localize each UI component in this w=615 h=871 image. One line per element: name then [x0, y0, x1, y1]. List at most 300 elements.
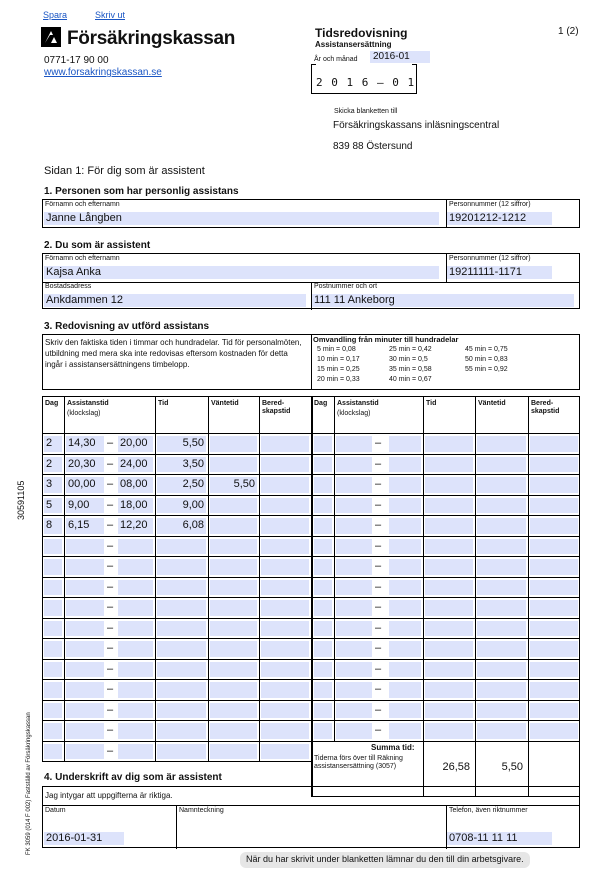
table-row-line	[42, 454, 580, 455]
right-to-input[interactable]	[389, 559, 421, 575]
right-beredskapstid-input[interactable]	[530, 723, 578, 739]
left-from-input[interactable]	[66, 580, 104, 596]
table-row-line	[42, 597, 580, 598]
right-vantetid-input[interactable]	[477, 662, 526, 678]
left-vantetid-input[interactable]	[210, 436, 257, 452]
right-vantetid-input[interactable]	[477, 703, 526, 719]
left-beredskapstid-input[interactable]	[261, 703, 309, 719]
table-row-line	[42, 659, 580, 660]
table-row-line	[311, 741, 580, 742]
left-from-input[interactable]: 00,00	[66, 477, 104, 493]
left-vantetid-input[interactable]	[210, 580, 257, 596]
left-beredskapstid-input[interactable]	[261, 580, 309, 596]
right-from-input[interactable]	[336, 682, 372, 698]
left-beredskapstid-input[interactable]	[261, 662, 309, 678]
conversion-entry: 35 min = 0,58	[389, 366, 432, 373]
left-from-input[interactable]: 6,15	[66, 518, 104, 534]
left-beredskapstid-input[interactable]	[261, 498, 309, 514]
left-dag-input[interactable]	[44, 559, 62, 575]
right-beredskapstid-input[interactable]	[530, 703, 578, 719]
time-dash: –	[107, 457, 114, 470]
s2-address-label: Bostadsadress	[45, 283, 92, 290]
right-col-vantetid: Väntetid	[478, 400, 506, 407]
right-from-input[interactable]	[336, 621, 372, 637]
s2-name-label: Förnamn och efternamn	[45, 255, 120, 262]
right-dag-input[interactable]	[314, 723, 332, 739]
left-beredskapstid-input[interactable]	[261, 723, 309, 739]
time-dash: –	[107, 601, 114, 613]
left-beredskapstid-input[interactable]	[261, 682, 309, 698]
left-dag-input[interactable]	[44, 621, 62, 637]
brand-logo-icon	[41, 27, 61, 47]
left-dag-input[interactable]: 2	[44, 436, 62, 452]
table-row-line	[42, 618, 580, 619]
left-to-input[interactable]: 24,00	[118, 457, 153, 473]
table-row-line	[42, 761, 311, 762]
right-to-input[interactable]	[389, 518, 421, 534]
right-vantetid-input[interactable]	[477, 621, 526, 637]
left-to-input[interactable]	[118, 641, 153, 657]
table-row-line	[42, 495, 580, 496]
left-to-input[interactable]	[118, 662, 153, 678]
time-dash: –	[107, 519, 114, 531]
conversion-entry: 10 min = 0,17	[317, 356, 360, 363]
left-vantetid-input[interactable]	[210, 703, 257, 719]
section2-title: 2. Du som är assistent	[44, 240, 151, 251]
left-vantetid-input[interactable]	[210, 539, 257, 555]
right-from-input[interactable]	[336, 477, 372, 493]
right-tid-input[interactable]	[425, 621, 473, 637]
section3-title: 3. Redovisning av utförd assistans	[44, 321, 210, 332]
conversion-entry: 50 min = 0,83	[465, 356, 508, 363]
s2-postal-label: Postnummer och ort	[314, 283, 378, 290]
conversion-entry: 20 min = 0,33	[317, 376, 360, 383]
side-code: 30591105	[16, 480, 26, 520]
right-tid-input[interactable]	[425, 662, 473, 678]
s4-statement: Jag intygar att uppgifterna är riktiga.	[45, 791, 173, 800]
right-beredskapstid-input[interactable]	[530, 641, 578, 657]
left-from-input[interactable]	[66, 539, 104, 555]
left-dag-input[interactable]	[44, 662, 62, 678]
summary-tid-value[interactable]: 26,58	[426, 761, 472, 774]
left-tid-input[interactable]	[157, 744, 206, 760]
left-beredskapstid-input[interactable]	[261, 641, 309, 657]
left-dag-input[interactable]	[44, 600, 62, 616]
left-to-input[interactable]: 12,20	[118, 518, 153, 534]
table-column-line	[423, 396, 424, 761]
s4-date-input[interactable]: 2016-01-31	[44, 832, 124, 845]
right-vantetid-input[interactable]	[477, 436, 526, 452]
left-dag-input[interactable]: 8	[44, 518, 62, 534]
right-vantetid-input[interactable]	[477, 600, 526, 616]
right-dag-input[interactable]	[314, 477, 332, 493]
right-beredskapstid-input[interactable]	[530, 580, 578, 596]
right-to-input[interactable]	[389, 682, 421, 698]
left-tid-input[interactable]	[157, 600, 206, 616]
time-dash: –	[107, 478, 114, 490]
left-beredskapstid-input[interactable]	[261, 457, 309, 473]
summary-vantetid-value[interactable]: 5,50	[478, 761, 525, 774]
s2-name-input[interactable]: Kajsa Anka	[44, 266, 439, 279]
page-number: 1 (2)	[558, 26, 579, 37]
right-to-input[interactable]	[389, 580, 421, 596]
right-dag-input[interactable]	[314, 703, 332, 719]
right-from-input[interactable]	[336, 723, 372, 739]
right-tid-input[interactable]	[425, 518, 473, 534]
left-to-input[interactable]	[118, 600, 153, 616]
table-row-line	[42, 720, 580, 721]
conversion-entry: 40 min = 0,67	[389, 376, 432, 383]
recipient-address: 839 88 Östersund	[333, 141, 413, 152]
right-from-input[interactable]	[336, 457, 372, 473]
right-vantetid-input[interactable]	[477, 457, 526, 473]
left-dag-input[interactable]: 5	[44, 498, 62, 514]
left-dag-input[interactable]	[44, 539, 62, 555]
footer-note: När du har skrivit under blanketten lämnar du den till din arbetsgivare.	[240, 852, 530, 868]
left-vantetid-input[interactable]	[210, 457, 257, 473]
time-dash: –	[107, 724, 114, 736]
left-vantetid-input[interactable]	[210, 518, 257, 534]
left-dag-input[interactable]	[44, 580, 62, 596]
left-from-input[interactable]	[66, 662, 104, 678]
right-dag-input[interactable]	[314, 580, 332, 596]
left-col-klockslag: (klockslag)	[67, 410, 101, 417]
time-dash: –	[375, 662, 382, 675]
right-vantetid-input[interactable]	[477, 580, 526, 596]
right-tid-input[interactable]	[425, 600, 473, 616]
table-border-left	[42, 396, 43, 761]
right-beredskapstid-input[interactable]	[530, 559, 578, 575]
left-col-beredskapstid-2: skapstid	[262, 408, 291, 415]
s4-signature-label: Namnteckning	[179, 807, 224, 814]
left-vantetid-input[interactable]	[210, 641, 257, 657]
time-dash: –	[107, 744, 114, 757]
time-dash: –	[107, 703, 114, 716]
right-tid-input[interactable]	[425, 457, 473, 473]
conversion-entry: 25 min = 0,42	[389, 346, 432, 353]
left-tid-input[interactable]: 5,50	[157, 436, 206, 452]
time-table	[42, 396, 580, 773]
section3-instructions: Skriv den faktiska tiden i timmar och hundradelar. Tid för personalmöten, utbildning med mera ska inte redovisas eftersom kostnaden för detta ingår i assistansersättningens timbelopp.	[45, 338, 302, 369]
conversion-entry: 15 min = 0,25	[317, 366, 360, 373]
right-from-input[interactable]	[336, 600, 372, 616]
table-column-line	[475, 396, 476, 761]
right-dag-input[interactable]	[314, 436, 332, 452]
left-vantetid-input[interactable]	[210, 621, 257, 637]
table-column-line	[208, 396, 209, 761]
table-column-line	[64, 396, 65, 761]
time-dash: –	[375, 683, 382, 695]
left-to-input[interactable]	[118, 703, 153, 719]
table-column-line	[259, 396, 260, 761]
left-dag-input[interactable]	[44, 703, 62, 719]
right-dag-input[interactable]	[314, 662, 332, 678]
left-beredskapstid-input[interactable]	[261, 744, 309, 760]
form-subtitle: Assistansersättning	[315, 40, 392, 49]
right-to-input[interactable]	[389, 539, 421, 555]
left-col-vantetid: Väntetid	[211, 400, 239, 407]
table-row-line	[42, 638, 580, 639]
website-link[interactable]: www.forsakringskassan.se	[44, 67, 162, 78]
time-dash: –	[375, 621, 382, 634]
time-dash: –	[375, 580, 382, 593]
section4-title: 4. Underskrift av dig som är assistent	[44, 772, 222, 783]
right-to-input[interactable]	[389, 498, 421, 514]
left-tid-input[interactable]	[157, 559, 206, 575]
s2-address-input[interactable]: Ankdammen 12	[44, 294, 306, 307]
right-beredskapstid-input[interactable]	[530, 682, 578, 698]
left-to-input[interactable]	[118, 682, 153, 698]
right-to-input[interactable]	[389, 703, 421, 719]
left-beredskapstid-input[interactable]	[261, 559, 309, 575]
print-link[interactable]: Skriv ut	[95, 10, 126, 20]
table-row-line	[42, 474, 580, 475]
right-dag-input[interactable]	[314, 641, 332, 657]
left-tid-input[interactable]	[157, 539, 206, 555]
time-dash: –	[375, 724, 382, 736]
right-beredskapstid-input[interactable]	[530, 518, 578, 534]
table-row-line	[42, 556, 580, 557]
left-to-input[interactable]	[118, 580, 153, 596]
conversion-table	[313, 346, 578, 390]
right-vantetid-input[interactable]	[477, 682, 526, 698]
right-tid-input[interactable]	[425, 723, 473, 739]
table-row-line	[42, 536, 580, 537]
left-col-assistanstid: Assistanstid	[67, 400, 109, 407]
right-vantetid-input[interactable]	[477, 641, 526, 657]
right-tid-input[interactable]	[425, 498, 473, 514]
left-to-input[interactable]	[118, 744, 153, 760]
left-to-input[interactable]	[118, 539, 153, 555]
left-tid-input[interactable]	[157, 662, 206, 678]
right-to-input[interactable]	[389, 600, 421, 616]
s4-date-label: Datum	[45, 807, 66, 814]
table-row-line	[42, 433, 580, 434]
right-col-klockslag: (klockslag)	[337, 410, 371, 417]
left-from-input[interactable]	[66, 641, 104, 657]
left-from-input[interactable]: 20,30	[66, 457, 104, 473]
right-tid-input[interactable]	[425, 682, 473, 698]
left-dag-input[interactable]	[44, 682, 62, 698]
right-beredskapstid-input[interactable]	[530, 457, 578, 473]
left-dag-input[interactable]: 2	[44, 457, 62, 473]
right-col-dag: Dag	[314, 400, 328, 407]
left-dag-input[interactable]	[44, 641, 62, 657]
save-link[interactable]: Spara	[43, 10, 68, 20]
left-from-input[interactable]	[66, 703, 104, 719]
right-to-input[interactable]	[389, 662, 421, 678]
right-beredskapstid-input[interactable]	[530, 498, 578, 514]
s2-postal-input[interactable]: 111 11 Ankeborg	[312, 294, 574, 307]
left-beredskapstid-input[interactable]	[261, 477, 309, 493]
right-dag-input[interactable]	[314, 559, 332, 575]
left-tid-input[interactable]	[157, 723, 206, 739]
left-vantetid-input[interactable]	[210, 498, 257, 514]
left-to-input[interactable]	[118, 621, 153, 637]
time-dash: –	[107, 662, 114, 675]
right-vantetid-input[interactable]	[477, 539, 526, 555]
conversion-entry: 30 min = 0,5	[389, 356, 428, 363]
right-from-input[interactable]	[336, 436, 372, 452]
right-beredskapstid-input[interactable]	[530, 621, 578, 637]
time-dash: –	[375, 519, 382, 531]
year-month-input[interactable]: 2016-01	[370, 51, 430, 63]
right-dag-input[interactable]	[314, 498, 332, 514]
right-vantetid-input[interactable]	[477, 477, 526, 493]
right-from-input[interactable]	[336, 580, 372, 596]
right-tid-input[interactable]	[425, 580, 473, 596]
left-tid-input[interactable]	[157, 682, 206, 698]
right-from-input[interactable]	[336, 703, 372, 719]
right-from-input[interactable]	[336, 641, 372, 657]
section1-title: 1. Personen som har personlig assistans	[44, 186, 239, 197]
left-tid-input[interactable]	[157, 703, 206, 719]
right-tid-input[interactable]	[425, 436, 473, 452]
right-dag-input[interactable]	[314, 457, 332, 473]
right-tid-input[interactable]	[425, 539, 473, 555]
left-beredskapstid-input[interactable]	[261, 518, 309, 534]
ocr-date-value: 2 0 1 6 – 0 1	[316, 76, 416, 89]
left-to-input[interactable]: 08,00	[118, 477, 153, 493]
right-tid-input[interactable]	[425, 559, 473, 575]
left-from-input[interactable]	[66, 621, 104, 637]
time-dash: –	[375, 601, 382, 613]
left-tid-input[interactable]: 6,08	[157, 518, 206, 534]
right-beredskapstid-input[interactable]	[530, 436, 578, 452]
right-vantetid-input[interactable]	[477, 498, 526, 514]
time-dash: –	[375, 539, 382, 552]
right-to-input[interactable]	[389, 436, 421, 452]
left-vantetid-input[interactable]	[210, 723, 257, 739]
left-tid-input[interactable]	[157, 621, 206, 637]
right-from-input[interactable]	[336, 559, 372, 575]
right-dag-input[interactable]	[314, 539, 332, 555]
left-beredskapstid-input[interactable]	[261, 600, 309, 616]
right-col-beredskapstid-2: skapstid	[531, 408, 560, 415]
right-from-input[interactable]	[336, 498, 372, 514]
left-tid-input[interactable]: 3,50	[157, 457, 206, 473]
table-row-line	[42, 679, 580, 680]
right-to-input[interactable]	[389, 477, 421, 493]
right-to-input[interactable]	[389, 621, 421, 637]
ocr-date-box	[311, 64, 417, 94]
time-dash: –	[375, 478, 382, 490]
left-from-input[interactable]	[66, 723, 104, 739]
left-from-input[interactable]	[66, 600, 104, 616]
right-dag-input[interactable]	[314, 621, 332, 637]
left-from-input[interactable]	[66, 559, 104, 575]
s4-phone-input[interactable]: 0708-11 11 11	[447, 832, 552, 845]
summary-note: Tiderna förs över till Räkning assistansersättning (3057)	[314, 754, 403, 770]
time-dash: –	[375, 703, 382, 716]
left-to-input[interactable]: 18,00	[118, 498, 153, 514]
left-vantetid-input[interactable]	[210, 559, 257, 575]
right-from-input[interactable]	[336, 662, 372, 678]
form-title: Tidsredovisning	[315, 26, 408, 40]
left-vantetid-input[interactable]	[210, 600, 257, 616]
right-to-input[interactable]	[389, 641, 421, 657]
time-dash: –	[107, 621, 114, 634]
table-column-line	[334, 396, 335, 761]
s1-name-label: Förnamn och efternamn	[45, 201, 120, 208]
time-dash: –	[107, 437, 114, 449]
right-tid-input[interactable]	[425, 641, 473, 657]
left-from-input[interactable]	[66, 744, 104, 760]
time-dash: –	[107, 642, 114, 654]
s1-name-input[interactable]: Janne Långben	[44, 212, 439, 225]
time-dash: –	[375, 437, 382, 449]
right-from-input[interactable]	[336, 518, 372, 534]
left-dag-input[interactable]	[44, 744, 62, 760]
page-intro: Sidan 1: För dig som är assistent	[44, 165, 205, 177]
brand-name: Försäkringskassan	[67, 28, 236, 49]
left-from-input[interactable]	[66, 682, 104, 698]
right-beredskapstid-input[interactable]	[530, 539, 578, 555]
left-beredskapstid-input[interactable]	[261, 621, 309, 637]
left-tid-input[interactable]: 2,50	[157, 477, 206, 493]
right-from-input[interactable]	[336, 539, 372, 555]
left-tid-input[interactable]	[157, 641, 206, 657]
left-beredskapstid-input[interactable]	[261, 539, 309, 555]
time-dash: –	[107, 539, 114, 552]
right-vantetid-input[interactable]	[477, 723, 526, 739]
right-vantetid-input[interactable]	[477, 518, 526, 534]
time-dash: –	[375, 560, 382, 572]
table-row-line	[42, 700, 580, 701]
s1-pnr-input[interactable]: 19201212-1212	[447, 212, 552, 225]
right-dag-input[interactable]	[314, 600, 332, 616]
left-from-input[interactable]: 14,30	[66, 436, 104, 452]
right-dag-input[interactable]	[314, 682, 332, 698]
conversion-entry: 5 min = 0,08	[317, 346, 356, 353]
summary-label: Summa tid:	[371, 742, 415, 752]
left-from-input[interactable]: 9,00	[66, 498, 104, 514]
left-to-input[interactable]: 20,00	[118, 436, 153, 452]
left-to-input[interactable]	[118, 723, 153, 739]
right-dag-input[interactable]	[314, 518, 332, 534]
left-tid-input[interactable]	[157, 580, 206, 596]
s4-phone-label: Telefon, även riktnummer	[449, 807, 528, 814]
right-to-input[interactable]	[389, 723, 421, 739]
right-tid-input[interactable]	[425, 703, 473, 719]
left-vantetid-input[interactable]	[210, 662, 257, 678]
left-to-input[interactable]	[118, 559, 153, 575]
time-dash: –	[107, 498, 114, 511]
table-column-line	[155, 396, 156, 761]
time-dash: –	[107, 560, 114, 572]
right-beredskapstid-input[interactable]	[530, 662, 578, 678]
recipient: Försäkringskassans inläsningscentral	[333, 120, 500, 131]
left-tid-input[interactable]: 9,00	[157, 498, 206, 514]
right-vantetid-input[interactable]	[477, 559, 526, 575]
left-vantetid-input[interactable]	[210, 682, 257, 698]
time-dash: –	[375, 498, 382, 511]
s2-pnr-input[interactable]: 19211111-1171	[447, 266, 552, 279]
left-vantetid-input[interactable]	[210, 744, 257, 760]
left-dag-input[interactable]	[44, 723, 62, 739]
left-beredskapstid-input[interactable]	[261, 436, 309, 452]
right-beredskapstid-input[interactable]	[530, 477, 578, 493]
right-tid-input[interactable]	[425, 477, 473, 493]
s2-pnr-label: Personnummer (12 siffror)	[449, 255, 531, 262]
right-beredskapstid-input[interactable]	[530, 600, 578, 616]
left-dag-input[interactable]: 3	[44, 477, 62, 493]
left-vantetid-input[interactable]: 5,50	[210, 477, 257, 493]
right-to-input[interactable]	[389, 457, 421, 473]
table-row-line	[42, 577, 580, 578]
side-text: FK 3059 (014 F 002) Fastställd av Försäkringskassan	[26, 712, 32, 855]
left-col-tid: Tid	[158, 400, 169, 407]
